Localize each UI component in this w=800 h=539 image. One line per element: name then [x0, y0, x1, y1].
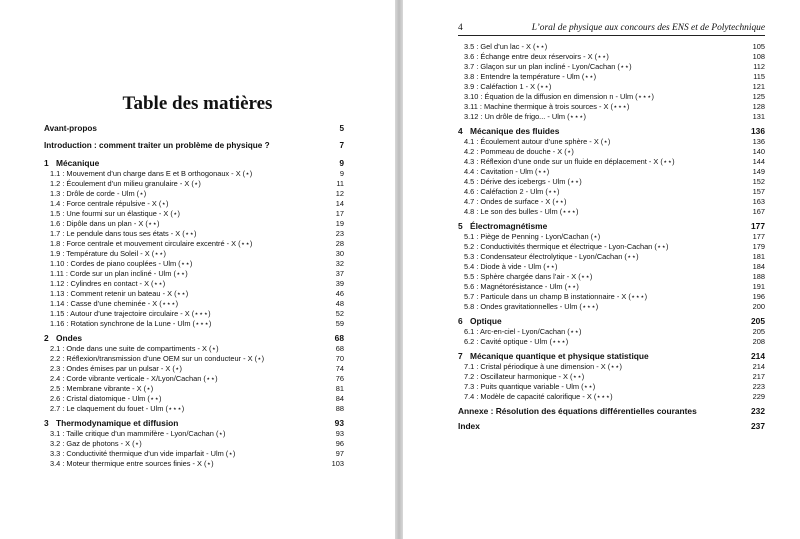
- chapter-heading-page: 177: [751, 221, 765, 231]
- toc-entry-label-wrap: [50, 169, 252, 179]
- toc-entry-label-wrap: [464, 392, 613, 402]
- toc-entry-label: 3.8 : Entendre la température - Ulm (⋆⋆): [464, 72, 597, 81]
- toc-entry-page: 84: [335, 394, 344, 403]
- toc-entry-label-wrap: [464, 167, 549, 177]
- toc-entry: [458, 372, 765, 382]
- toc-entry-label: 3.4 : Moteur thermique entre sources finies - X (⋆): [50, 459, 214, 468]
- toc-entry-page: 37: [335, 269, 344, 278]
- chapter-heading-page: 205: [751, 316, 765, 326]
- toc-entry: [458, 282, 765, 292]
- toc-entry-label-wrap: [50, 229, 196, 239]
- toc-entry: [44, 199, 344, 209]
- toc-entry-page: 59: [335, 319, 344, 328]
- toc-entry-page: 167: [752, 207, 765, 216]
- toc-entry-label: 1.11 : Corde sur un plan incliné - Ulm (⋆⋆): [50, 269, 188, 278]
- toc-entry-page: 112: [753, 62, 765, 71]
- toc-entry-label-wrap: [464, 112, 586, 122]
- toc-entry-label: 7.3 : Puits quantique variable - Ulm (⋆⋆): [464, 382, 596, 391]
- toc-entry-label: 4.1 : Écoulement autour d’une sphère - X (⋆): [464, 137, 611, 146]
- toc-entry: [458, 102, 765, 112]
- toc-entry-page: 144: [752, 157, 765, 166]
- toc-entry-label-wrap: [464, 282, 579, 292]
- toc-entry-page: 223: [752, 382, 765, 391]
- toc-entry-page: 48: [335, 299, 344, 308]
- toc-entry-page: 140: [752, 147, 765, 156]
- chapter-number: 4: [458, 126, 463, 136]
- front-matter-entry: [44, 140, 344, 151]
- right-page: [403, 0, 800, 539]
- chapter-heading-label: Mécanique quantique et physique statistique: [470, 351, 649, 361]
- chapter-heading-label: Ondes: [56, 333, 83, 343]
- toc-entry: [458, 82, 765, 92]
- toc-entry-label-wrap: [464, 302, 598, 312]
- chapter-heading-label: Mécanique des fluides: [470, 126, 560, 136]
- toc-entry-page: 121: [752, 82, 765, 91]
- toc-entry-label: 1.1 : Mouvement d’un charge dans E et B orthogonaux - X (⋆): [50, 169, 253, 178]
- toc-entry: [458, 362, 765, 372]
- toc-entry-label: 1.12 : Cylindres en contact - X (⋆⋆): [50, 279, 166, 288]
- toc-entry-page: 19: [335, 219, 344, 228]
- chapter-heading-label: Mécanique: [56, 158, 100, 168]
- toc-entry-label-wrap: [464, 72, 596, 82]
- toc-entry: [44, 354, 344, 364]
- toc-entry-label-wrap: [50, 354, 264, 364]
- toc-entry-label-wrap: [50, 429, 226, 439]
- toc-entry-label: 7.1 : Cristal périodique à une dimension - X (⋆⋆): [464, 362, 622, 371]
- chapter-heading: [458, 126, 765, 137]
- toc-entry: [458, 302, 765, 312]
- toc-entry: [44, 404, 344, 414]
- toc-entry-label: 2.7 : Le claquement du fouet - Ulm (⋆⋆⋆): [50, 404, 185, 413]
- toc-entry-page: 17: [335, 209, 344, 218]
- toc-entry-page: 97: [335, 449, 344, 458]
- chapter-heading: [44, 158, 344, 169]
- toc-entry-label-wrap: [464, 337, 568, 347]
- toc-entry-page: 12: [335, 189, 344, 198]
- toc-entry-label: 5.3 : Condensateur électrolytique - Lyon/Cachan (⋆⋆): [464, 252, 639, 261]
- toc-entry-page: 125: [752, 92, 765, 101]
- toc-entry-page: 9: [339, 169, 344, 178]
- toc-entry-label: 3.10 : Équation de la diffusion en dimension n - Ulm (⋆⋆⋆): [464, 92, 654, 101]
- toc-entry-label-wrap: [50, 199, 168, 209]
- toc-entry-label: 5.7 : Particule dans un champ B instationnaire - X (⋆⋆⋆): [464, 292, 648, 301]
- toc-entry-page: 214: [752, 362, 765, 371]
- toc-entry: [44, 239, 344, 249]
- toc-entry-page: 163: [752, 197, 765, 206]
- chapter-heading-label-wrap: [458, 351, 649, 362]
- toc-entry: [44, 169, 344, 179]
- toc-entry-label-wrap: [464, 82, 551, 92]
- toc-entry-page: 70: [335, 354, 344, 363]
- toc-entry-label-wrap: [50, 219, 160, 229]
- toc-entry-label-wrap: [464, 177, 582, 187]
- toc-entry-label-wrap: [50, 299, 178, 309]
- toc-entry-label: 3.5 : Gel d’un lac - X (⋆⋆): [464, 42, 548, 51]
- toc-entry-label: 4.2 : Pommeau de douche - X (⋆): [464, 147, 574, 156]
- toc-entry: [44, 429, 344, 439]
- toc-entry-label-wrap: [464, 147, 574, 157]
- chapter-number: 3: [44, 418, 49, 428]
- toc-entry-page: 157: [752, 187, 765, 196]
- toc-entry-label-wrap: [464, 362, 622, 372]
- toc-entry-label: 2.6 : Cristal diatomique - Ulm (⋆⋆): [50, 394, 162, 403]
- toc-entry-page: 46: [335, 289, 344, 298]
- toc-entry-label: 4.7 : Ondes de surface - X (⋆⋆): [464, 197, 567, 206]
- toc-entry-page: 68: [335, 344, 344, 353]
- book-gutter: [395, 0, 403, 539]
- toc-entry: [44, 459, 344, 469]
- toc-entry-label: 1.13 : Comment retenir un bateau - X (⋆⋆): [50, 289, 189, 298]
- back-matter-entry-label-wrap: [458, 421, 480, 432]
- front-matter-entry-label: Introduction : comment traiter un problème de physique ?: [44, 141, 270, 150]
- toc-entry-label-wrap: [50, 179, 201, 189]
- front-matter-entry-page: 7: [339, 141, 344, 150]
- toc-entry-page: 115: [753, 72, 765, 81]
- toc-entry-label-wrap: [50, 209, 180, 219]
- toc-entry-page: 152: [752, 177, 765, 186]
- toc-entry-page: 188: [752, 272, 765, 281]
- back-matter-entry-label: Index: [458, 421, 480, 431]
- chapter-heading-label-wrap: [458, 126, 559, 137]
- toc-entry: [44, 449, 344, 459]
- chapter-heading: [458, 221, 765, 232]
- chapter-number: 5: [458, 221, 463, 231]
- chapter-heading: [44, 333, 344, 344]
- toc-entry: [458, 272, 765, 282]
- toc-entry-label: 2.1 : Onde dans une suite de compartiments - X (⋆): [50, 344, 219, 353]
- toc-entry-label-wrap: [50, 384, 153, 394]
- toc-entry-page: 96: [335, 439, 344, 448]
- toc-entry: [458, 392, 765, 402]
- running-head-page-number: 4: [458, 23, 463, 33]
- toc-entry-label-wrap: [464, 232, 600, 242]
- toc-entry-label-wrap: [50, 439, 142, 449]
- chapter-heading-label: Électromagnétisme: [470, 221, 548, 231]
- toc-entry-label-wrap: [464, 92, 654, 102]
- toc-entry-label: 1.14 : Casse d’une cheminée - X (⋆⋆⋆): [50, 299, 179, 308]
- toc-entry-label-wrap: [464, 42, 547, 52]
- toc-entry-label: 5.6 : Magnétorésistance - Ulm (⋆⋆): [464, 282, 579, 291]
- toc-entry: [44, 309, 344, 319]
- toc-entry: [44, 249, 344, 259]
- left-toc: [44, 123, 344, 469]
- toc-entry: [458, 42, 765, 52]
- toc-entry-label-wrap: [50, 374, 218, 384]
- toc-entry-label-wrap: [464, 157, 675, 167]
- back-matter-entry: [458, 406, 765, 417]
- front-matter-entry-page: 5: [339, 124, 344, 133]
- chapter-heading-label-wrap: [44, 158, 99, 169]
- front-matter-entry: [44, 123, 344, 134]
- toc-entry-label-wrap: [50, 289, 188, 299]
- toc-entry-page: 184: [752, 262, 765, 271]
- toc-entry-label: 7.4 : Modèle de capacité calorifique - X (⋆⋆⋆): [464, 392, 613, 401]
- toc-entry-label: 1.5 : Une fourmi sur un élastique - X (⋆): [50, 209, 180, 218]
- toc-entry-label-wrap: [464, 197, 567, 207]
- toc-entry-label: 7.2 : Oscillateur harmonique - X (⋆⋆): [464, 372, 585, 381]
- toc-entry-label-wrap: [464, 327, 581, 337]
- toc-entry: [458, 232, 765, 242]
- toc-entry-label-wrap: [50, 449, 235, 459]
- toc-entry-page: 205: [752, 327, 765, 336]
- toc-entry-page: 81: [335, 384, 344, 393]
- toc-entry-label: 3.7 : Glaçon sur un plan incliné - Lyon/Cachan (⋆⋆): [464, 62, 632, 71]
- toc-entry: [458, 197, 765, 207]
- toc-entry-label: 6.1 : Arc-en-ciel - Lyon/Cachan (⋆⋆): [464, 327, 582, 336]
- right-toc: [458, 42, 765, 432]
- toc-entry-label: 3.11 : Machine thermique à trois sources - X (⋆⋆⋆): [464, 102, 630, 111]
- toc-entry-label: 1.15 : Autour d’une trajectoire circulaire - X (⋆⋆⋆): [50, 309, 211, 318]
- toc-entry-label: 1.6 : Dipôle dans un plan - X (⋆⋆): [50, 219, 160, 228]
- toc-entry-page: 179: [752, 242, 765, 251]
- toc-entry-label-wrap: [464, 272, 592, 282]
- toc-entry-label: 1.2 : Écoulement d’un milieu granulaire - X (⋆): [50, 179, 201, 188]
- toc-entry-label: 4.3 : Réflexion d’une onde sur un fluide en déplacement - X (⋆⋆): [464, 157, 675, 166]
- toc-entry-page: 196: [752, 292, 765, 301]
- toc-entry-label: 3.1 : Taille critique d’un mammifère - Lyon/Cachan (⋆): [50, 429, 226, 438]
- toc-entry: [44, 259, 344, 269]
- toc-entry-label-wrap: [50, 279, 165, 289]
- toc-entry-label: 1.8 : Force centrale et mouvement circulaire excentré - X (⋆⋆): [50, 239, 253, 248]
- toc-entry: [458, 327, 765, 337]
- toc-entry: [44, 289, 344, 299]
- back-matter-entry-page: 232: [751, 406, 765, 416]
- toc-entry-page: 105: [752, 42, 765, 51]
- chapter-heading-page: 93: [334, 418, 344, 428]
- toc-entry-label: 1.9 : Température du Soleil - X (⋆⋆): [50, 249, 166, 258]
- toc-entry-label-wrap: [464, 382, 595, 392]
- left-page: [0, 0, 395, 539]
- toc-entry-page: 32: [335, 259, 344, 268]
- running-head-title: L’oral de physique aux concours des ENS et de Polytechnique: [531, 23, 765, 33]
- chapter-heading: [44, 418, 344, 429]
- toc-entry-label-wrap: [50, 239, 252, 249]
- back-matter-entry-page: 237: [751, 421, 765, 431]
- toc-entry-label-wrap: [464, 137, 610, 147]
- toc-entry-label: 5.1 : Piège de Penning - Lyon/Cachan (⋆): [464, 232, 601, 241]
- toc-entry: [44, 269, 344, 279]
- chapter-heading-page: 68: [334, 333, 344, 343]
- toc-entry-label: 4.8 : Le son des bulles - Ulm (⋆⋆⋆): [464, 207, 579, 216]
- toc-entry: [44, 384, 344, 394]
- toc-entry-label: 3.2 : Gaz de photons - X (⋆): [50, 439, 142, 448]
- toc-entry: [44, 189, 344, 199]
- toc-entry-label-wrap: [464, 102, 629, 112]
- back-matter-entry-label-wrap: [458, 406, 697, 417]
- toc-entry-label-wrap: [50, 269, 188, 279]
- chapter-heading-page: 136: [751, 126, 765, 136]
- toc-entry: [44, 229, 344, 239]
- running-head: [458, 22, 765, 36]
- front-matter-entry-label: Avant-propos: [44, 124, 97, 133]
- toc-entry: [458, 52, 765, 62]
- toc-entry: [44, 374, 344, 384]
- toc-entry-label-wrap: [50, 364, 182, 374]
- toc-entry-label-wrap: [464, 262, 557, 272]
- chapter-heading-page: 214: [751, 351, 765, 361]
- toc-entry-label-wrap: [50, 459, 214, 469]
- toc-entry: [458, 72, 765, 82]
- toc-entry-label: 2.5 : Membrane vibrante - X (⋆): [50, 384, 154, 393]
- toc-entry-label: 4.6 : Caléfaction 2 - Ulm (⋆⋆): [464, 187, 560, 196]
- toc-entry-page: 229: [752, 392, 765, 401]
- chapter-heading-label-wrap: [458, 221, 547, 232]
- toc-entry: [458, 147, 765, 157]
- toc-entry: [44, 364, 344, 374]
- toc-entry-label-wrap: [50, 249, 166, 259]
- toc-entry: [44, 439, 344, 449]
- toc-entry-page: 128: [752, 102, 765, 111]
- toc-entry-page: 108: [752, 52, 765, 61]
- front-matter-entry-label-wrap: [44, 140, 270, 151]
- toc-entry-label-wrap: [50, 319, 211, 329]
- toc-entry-label: 3.12 : Un drôle de frigo... - Ulm (⋆⋆⋆): [464, 112, 586, 121]
- toc-entry: [458, 187, 765, 197]
- toc-entry-label: 5.5 : Sphère chargée dans l’air - X (⋆⋆): [464, 272, 593, 281]
- toc-entry-label-wrap: [50, 189, 146, 199]
- toc-entry-page: 131: [752, 112, 765, 121]
- toc-entry: [458, 292, 765, 302]
- front-matter-entry-label-wrap: [44, 123, 97, 134]
- chapter-heading-label: Thermodynamique et diffusion: [56, 418, 179, 428]
- back-matter-entry-label: Annexe : Résolution des équations différentielles courantes: [458, 406, 697, 416]
- toc-entry-label-wrap: [50, 344, 219, 354]
- toc-entry-label: 2.2 : Réflexion/transmission d’une OEM sur un conducteur - X (⋆): [50, 354, 265, 363]
- chapter-heading: [458, 351, 765, 362]
- toc-entry-label-wrap: [50, 404, 184, 414]
- toc-entry: [458, 167, 765, 177]
- toc-entry-label: 2.4 : Corde vibrante verticale - X/Lyon/Cachan (⋆⋆): [50, 374, 218, 383]
- toc-entry: [458, 157, 765, 167]
- toc-entry-label: 1.3 : Drôle de corde - Ulm (⋆): [50, 189, 147, 198]
- toc-entry-label: 1.16 : Rotation synchrone de la Lune - Ulm (⋆⋆⋆): [50, 319, 212, 328]
- toc-entry: [458, 207, 765, 217]
- chapter-number: 6: [458, 316, 463, 326]
- toc-entry: [458, 177, 765, 187]
- toc-entry-label-wrap: [464, 62, 632, 72]
- toc-entry-page: 30: [335, 249, 344, 258]
- toc-entry: [44, 299, 344, 309]
- toc-entry-page: 103: [331, 459, 344, 468]
- toc-entry-page: 74: [335, 364, 344, 373]
- toc-entry-page: 14: [335, 199, 344, 208]
- toc-entry: [44, 319, 344, 329]
- toc-entry: [44, 179, 344, 189]
- toc-entry: [458, 137, 765, 147]
- toc-entry-label-wrap: [464, 52, 609, 62]
- toc-entry-page: 191: [752, 282, 765, 291]
- toc-entry-label-wrap: [464, 372, 584, 382]
- chapter-heading: [458, 316, 765, 327]
- toc-entry-label-wrap: [464, 242, 669, 252]
- toc-entry: [44, 344, 344, 354]
- toc-entry-page: 149: [752, 167, 765, 176]
- toc-entry-label-wrap: [50, 259, 192, 269]
- toc-entry-label-wrap: [464, 252, 639, 262]
- toc-entry: [44, 219, 344, 229]
- toc-entry-label: 4.5 : Dérive des icebergs - Ulm (⋆⋆): [464, 177, 582, 186]
- chapter-number: 1: [44, 158, 49, 168]
- toc-entry: [458, 252, 765, 262]
- toc-entry-page: 23: [335, 229, 344, 238]
- toc-entry-label: 6.2 : Cavité optique - Ulm (⋆⋆⋆): [464, 337, 569, 346]
- toc-entry: [458, 92, 765, 102]
- toc-entry: [44, 279, 344, 289]
- toc-entry: [458, 262, 765, 272]
- toc-entry: [458, 242, 765, 252]
- toc-entry-label: 5.8 : Ondes gravitationnelles - Ulm (⋆⋆⋆): [464, 302, 599, 311]
- toc-entry-label-wrap: [50, 309, 211, 319]
- toc-entry-page: 217: [752, 372, 765, 381]
- toc-entry-label: 1.7 : Le pendule dans tous ses états - X (⋆⋆): [50, 229, 197, 238]
- toc-entry-page: 181: [752, 252, 765, 261]
- chapter-number: 2: [44, 333, 49, 343]
- toc-title: Table des matières: [122, 93, 273, 114]
- toc-entry-page: 88: [335, 404, 344, 413]
- toc-entry-label: 3.9 : Caléfaction 1 - X (⋆⋆): [464, 82, 552, 91]
- toc-entry-label-wrap: [464, 292, 647, 302]
- toc-entry-label: 5.4 : Diode à vide - Ulm (⋆⋆): [464, 262, 558, 271]
- back-matter-entry: [458, 421, 765, 432]
- toc-entry: [458, 112, 765, 122]
- chapter-heading-label-wrap: [458, 316, 502, 327]
- chapter-heading-label-wrap: [44, 333, 82, 344]
- chapter-heading-label: Optique: [470, 316, 502, 326]
- toc-entry-label: 4.4 : Cavitation - Ulm (⋆⋆): [464, 167, 550, 176]
- chapter-heading-label-wrap: [44, 418, 178, 429]
- toc-entry-page: 136: [752, 137, 765, 146]
- toc-entry-page: 93: [335, 429, 344, 438]
- toc-entry-page: 177: [752, 232, 765, 241]
- toc-entry: [458, 337, 765, 347]
- toc-entry-page: 52: [335, 309, 344, 318]
- toc-entry-label: 3.3 : Conductivité thermique d’un vide imparfait - Ulm (⋆): [50, 449, 236, 458]
- toc-entry: [458, 382, 765, 392]
- toc-entry-label-wrap: [50, 394, 162, 404]
- toc-entry-page: 11: [336, 179, 344, 188]
- toc-entry-label-wrap: [464, 187, 560, 197]
- toc-entry: [44, 394, 344, 404]
- toc-entry-label: 3.6 : Échange entre deux réservoirs - X (⋆⋆): [464, 52, 609, 61]
- chapter-heading-page: 9: [339, 158, 344, 168]
- toc-entry-page: 208: [752, 337, 765, 346]
- chapter-number: 7: [458, 351, 463, 361]
- toc-entry-label-wrap: [464, 207, 579, 217]
- toc-entry-label: 2.3 : Ondes émises par un pulsar - X (⋆): [50, 364, 182, 373]
- toc-entry: [458, 62, 765, 72]
- toc-entry-page: 76: [335, 374, 344, 383]
- toc-entry: [44, 209, 344, 219]
- toc-entry-label: 5.2 : Conductivités thermique et électrique - Lyon-Cachan (⋆⋆): [464, 242, 669, 251]
- toc-entry-page: 200: [752, 302, 765, 311]
- toc-entry-label: 1.10 : Cordes de piano couplées - Ulm (⋆⋆): [50, 259, 193, 268]
- toc-entry-label: 1.4 : Force centrale répulsive - X (⋆): [50, 199, 169, 208]
- toc-entry-page: 39: [335, 279, 344, 288]
- toc-entry-page: 28: [335, 239, 344, 248]
